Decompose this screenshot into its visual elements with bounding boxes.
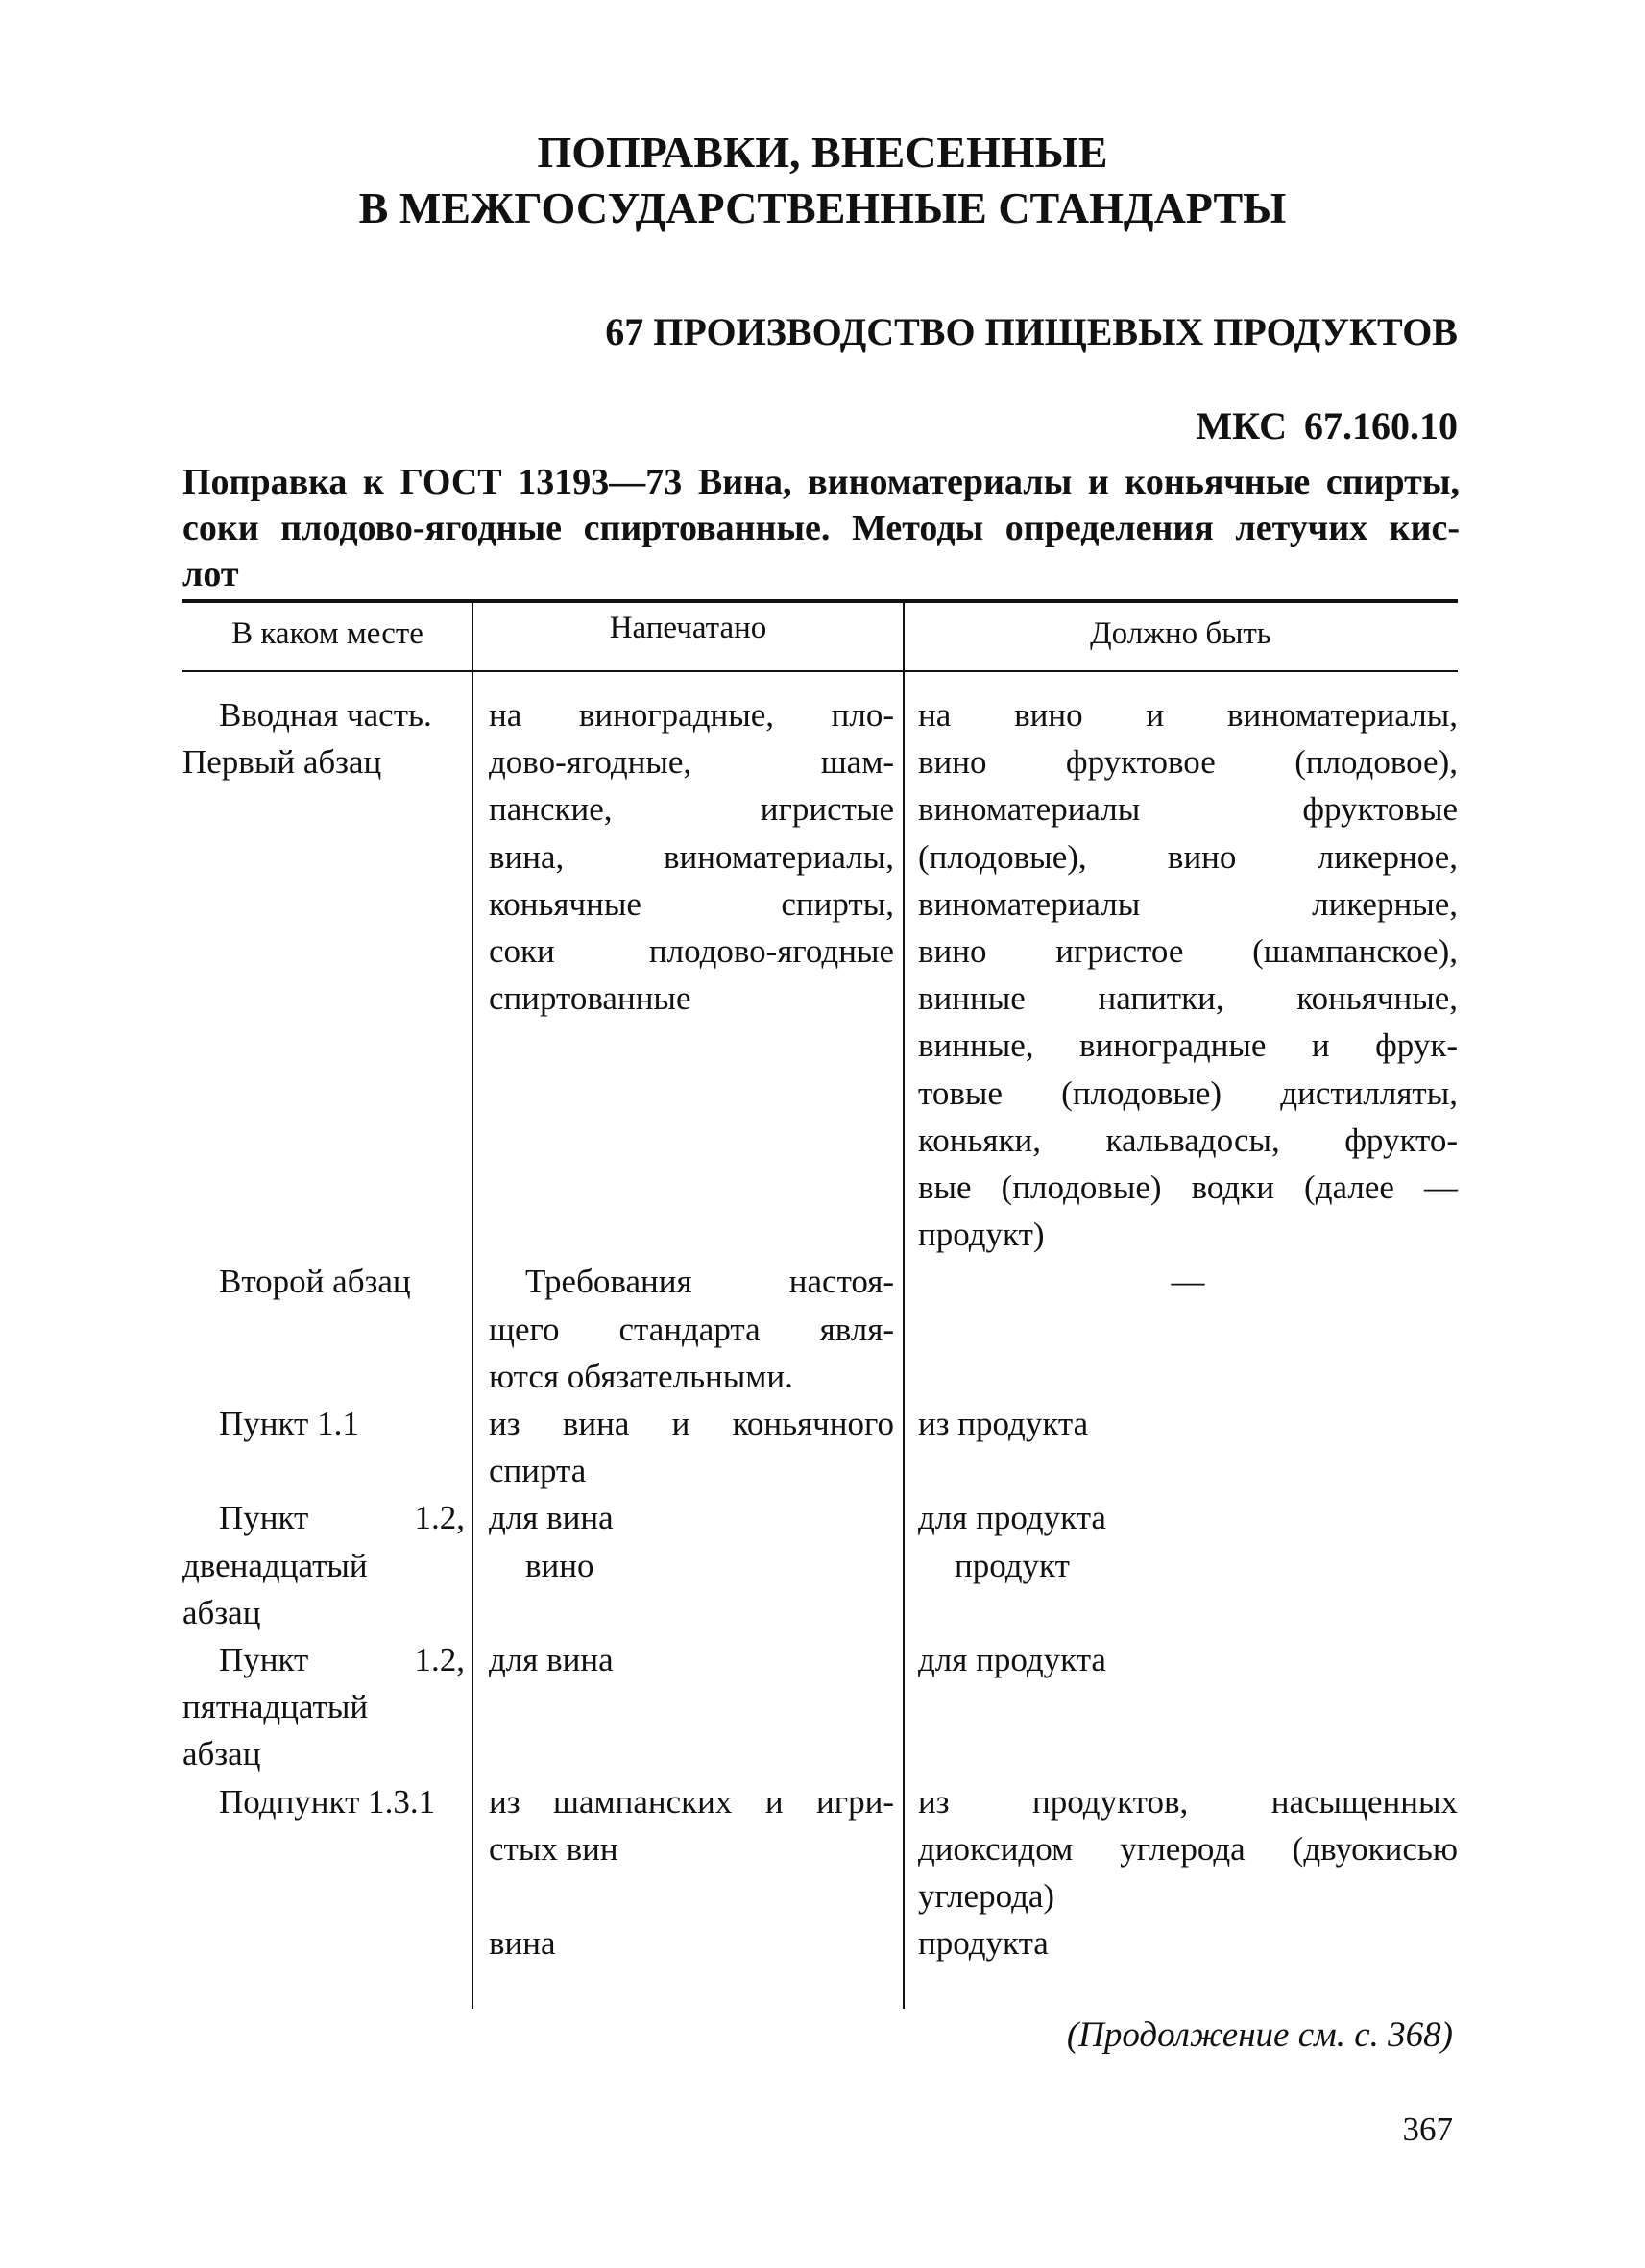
- cell-line: продукт): [918, 1216, 1045, 1254]
- cell-line: вино фруктовое (плодовое),: [918, 743, 1458, 782]
- cell-line: вина: [489, 1924, 556, 1963]
- cell-line: на вино и виноматериалы,: [918, 696, 1458, 734]
- cell-line: для продукта: [918, 1641, 1106, 1679]
- page-heading: [0, 125, 1645, 236]
- cell-line: —: [1171, 1263, 1205, 1301]
- table-row: [182, 1494, 1458, 1636]
- cell-should-be: [904, 691, 1458, 1258]
- cell-line: Требования настоя-: [525, 1263, 894, 1301]
- cell-line: виноматериалы ликерные,: [918, 884, 1458, 923]
- column-header-should-be: Должно быть: [1090, 616, 1271, 651]
- table-body: [182, 691, 1458, 1966]
- cell-line: для вина: [489, 1499, 614, 1537]
- cell-line: панские, игристые: [489, 790, 894, 829]
- cell-line: спирта: [489, 1452, 587, 1490]
- cell-line: коньяки, кальвадосы, фрукто-: [918, 1121, 1458, 1159]
- cell-line: Первый абзац: [182, 743, 382, 782]
- cell-line: товые (плодовые) дистилляты,: [918, 1074, 1458, 1112]
- table-row: [182, 1400, 1458, 1494]
- section-title: 67 ПРОИЗВОДСТВО ПИЩЕВЫХ ПРОДУКТОВ: [605, 310, 1458, 353]
- cell-where: [182, 1778, 472, 1967]
- cell-line: Второй абзац: [219, 1263, 411, 1301]
- cell-line: для продукта: [918, 1499, 1106, 1537]
- cell-line: вые (плодовые) водки (далее —: [918, 1169, 1458, 1207]
- table-row: [182, 691, 1458, 1258]
- cell-line: стых вин: [489, 1829, 618, 1868]
- table-header-rule: [182, 670, 1458, 672]
- cell-line: щего стандарта явля-: [489, 1310, 894, 1348]
- cell-where: [182, 1636, 472, 1778]
- cell-line: ются обязательными.: [489, 1357, 793, 1395]
- cell-line: для вина: [489, 1641, 614, 1679]
- amendment-title-line-3: лот: [182, 554, 239, 594]
- cell-line: пятнадцатый: [182, 1688, 369, 1726]
- cell-line: из продуктов, насыщенных: [918, 1782, 1458, 1821]
- cell-line: дово-ягодные, шам-: [489, 743, 894, 782]
- cell-should-be: [904, 1258, 1458, 1400]
- cell-line: (плодовые), вино ликерное,: [918, 837, 1458, 876]
- cell-line: Пункт 1.2,: [219, 1499, 465, 1537]
- cell-line: виноматериалы фруктовые: [918, 790, 1458, 829]
- cell-printed: [472, 1778, 904, 1967]
- cell-line: из шампанских и игри-: [489, 1782, 894, 1821]
- heading-line-2: В МЕЖГОСУДАРСТВЕННЫЕ СТАНДАРТЫ: [358, 183, 1287, 232]
- column-header-where: В каком месте: [231, 616, 423, 651]
- cell-line: спиртованные: [489, 979, 691, 1018]
- cell-line: винные, виноградные и фрук-: [918, 1026, 1458, 1065]
- cell-line: вино: [525, 1546, 594, 1584]
- cell-should-be: [904, 1636, 1458, 1778]
- cell-line: продукт: [955, 1546, 1070, 1584]
- cell-line: из вина и коньячного: [489, 1405, 894, 1443]
- column-header-printed: Напечатано: [609, 611, 767, 645]
- heading-line-1: ПОПРАВКИ, ВНЕСЕННЫЕ: [537, 128, 1108, 177]
- cell-line: из продукта: [918, 1405, 1089, 1443]
- cell-line: вино игристое (шампанское),: [918, 932, 1458, 971]
- cell-line: абзац: [182, 1735, 261, 1773]
- cell-line: Вводная часть.: [219, 696, 432, 734]
- cell-should-be: [904, 1494, 1458, 1636]
- cell-should-be: [904, 1400, 1458, 1494]
- cell-line: Пункт 1.2,: [219, 1641, 465, 1679]
- cell-line: вина, виноматериалы,: [489, 837, 894, 876]
- cell-where: [182, 1400, 472, 1494]
- amendment-title-line-1: Поправка к ГОСТ 13193—73 Вина, виноматериалы и коньячные спирты,: [182, 462, 1460, 502]
- cell-line: соки плодово-ягодные: [489, 932, 894, 971]
- cell-line: продукта: [918, 1924, 1049, 1963]
- cell-line: Подпункт 1.3.1: [219, 1782, 436, 1821]
- amendment-title: [182, 459, 1460, 597]
- cell-printed: [472, 1258, 904, 1400]
- cell-line: абзац: [182, 1593, 261, 1631]
- cell-line: диоксидом углерода (двуокисью: [918, 1829, 1458, 1868]
- table-row: [182, 1636, 1458, 1778]
- cell-line: углерода): [918, 1877, 1055, 1916]
- amendment-title-line-2: соки плодово-ягодные спиртованные. Методы определения летучих кис-: [182, 508, 1460, 548]
- cell-line: двенадцатый: [182, 1546, 368, 1584]
- mks-code: МКС 67.160.10: [1196, 404, 1458, 447]
- cell-line: [489, 1872, 894, 1919]
- table-row: [182, 1258, 1458, 1400]
- table-top-rule: [182, 599, 1458, 603]
- cell-should-be: [904, 1778, 1458, 1967]
- cell-line: на виноградные, пло-: [489, 696, 894, 734]
- cell-line: Пункт 1.1: [219, 1405, 359, 1443]
- cell-printed: [472, 1494, 904, 1636]
- page-number: 367: [1402, 2111, 1453, 2148]
- cell-printed: [472, 1636, 904, 1778]
- cell-printed: [472, 691, 904, 1258]
- table-row: [182, 1778, 1458, 1967]
- cell-printed: [472, 1400, 904, 1494]
- cell-where: [182, 691, 472, 1258]
- cell-line: винные напитки, коньячные,: [918, 979, 1458, 1018]
- cell-where: [182, 1494, 472, 1636]
- cell-where: [182, 1258, 472, 1400]
- continuation-note: (Продолжение см. с. 368): [1066, 2015, 1453, 2055]
- cell-line: коньячные спирты,: [489, 884, 894, 923]
